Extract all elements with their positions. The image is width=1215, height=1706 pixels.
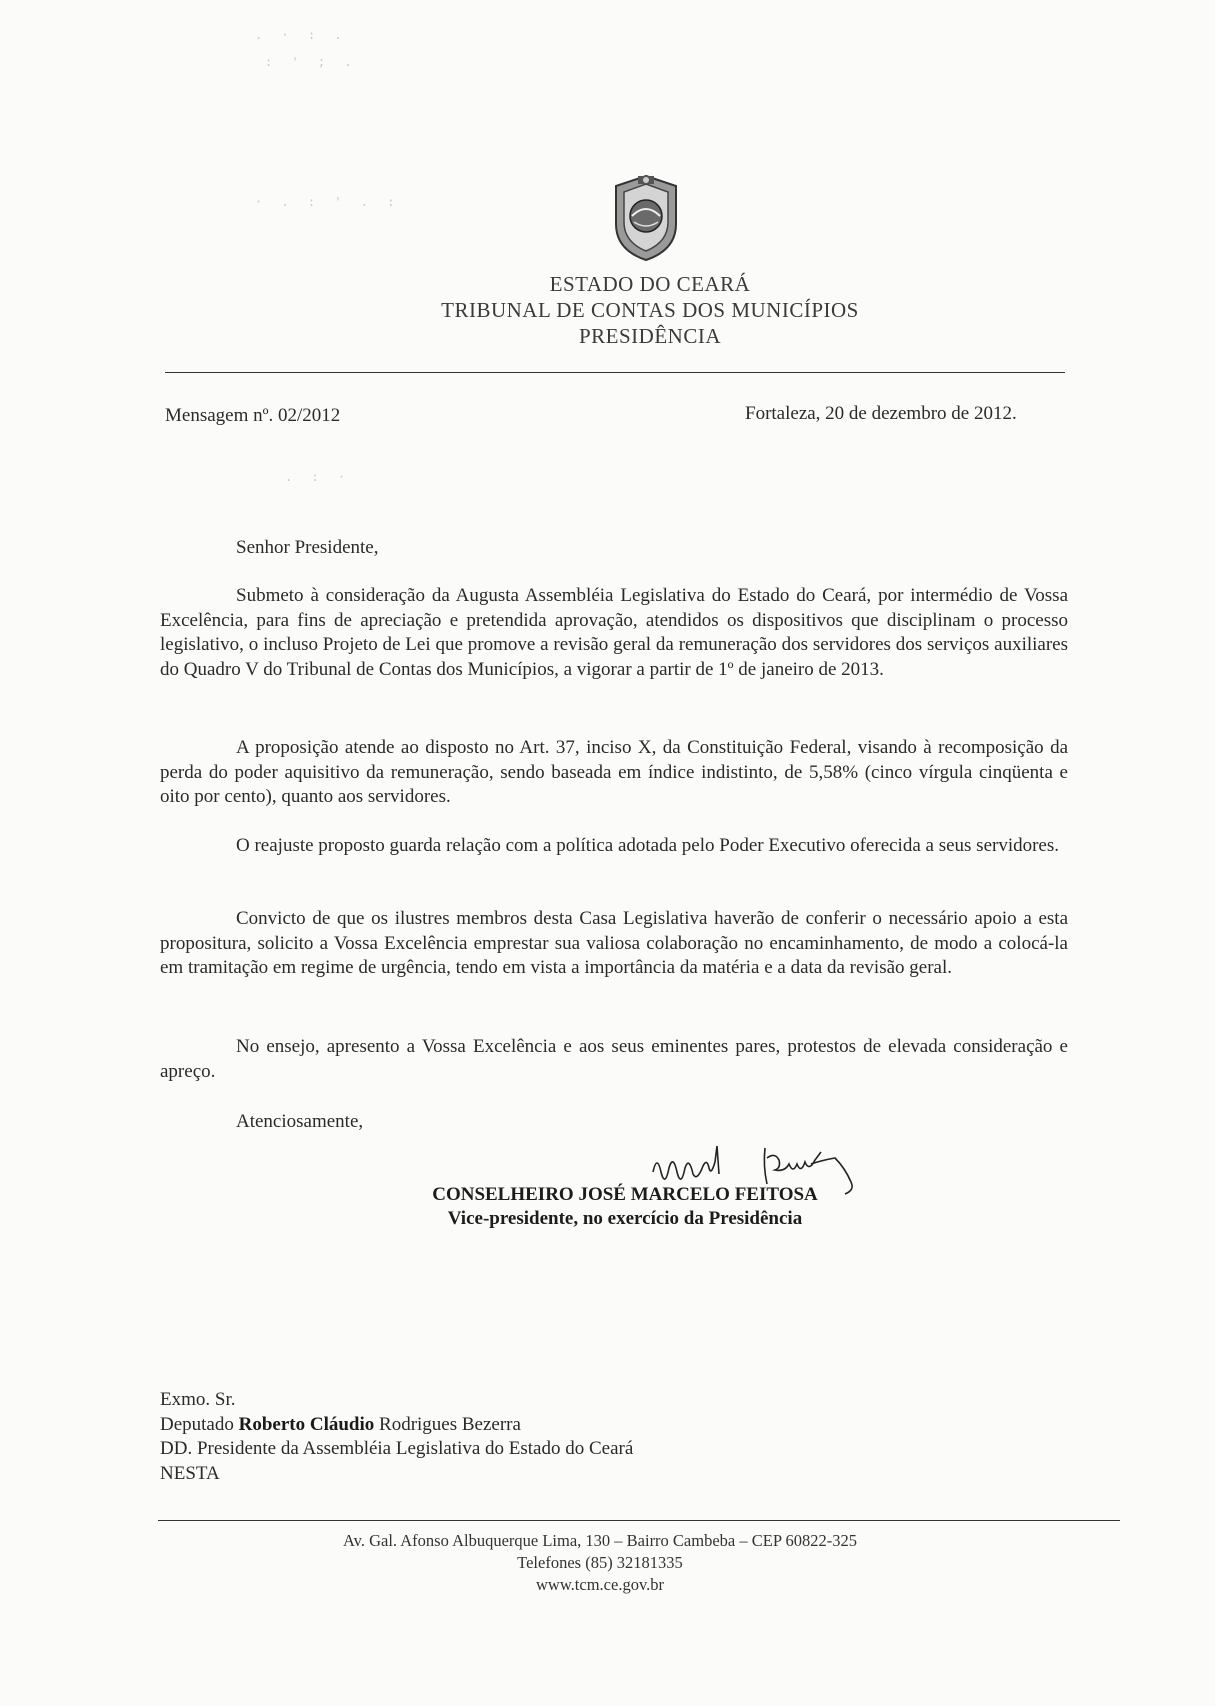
recipient-surname: Rodrigues Bezerra bbox=[374, 1413, 521, 1435]
recipient-salutation: Exmo. Sr. bbox=[160, 1389, 236, 1410]
paragraph: No ensejo, apresento a Vossa Excelência e aos seus eminentes pares, protestos de elevada consideração e apreço. bbox=[160, 1036, 1068, 1082]
salutation: Senhor Presidente, bbox=[236, 537, 379, 558]
footer-phone: Telefones (85) 32181335 bbox=[517, 1553, 683, 1572]
signer-name: CONSELHEIRO JOSÉ MARCELO FEITOSA bbox=[432, 1184, 818, 1205]
header-state: ESTADO DO CEARÁ bbox=[549, 272, 751, 296]
header-presidency: PRESIDÊNCIA bbox=[578, 324, 721, 348]
recipient-location: NESTA bbox=[160, 1462, 220, 1484]
scan-artifact: · . : ' . : bbox=[255, 195, 401, 209]
scan-artifact: . : · bbox=[285, 470, 352, 484]
footer-divider bbox=[158, 1520, 1120, 1521]
recipient-prefix: Deputado bbox=[160, 1413, 239, 1435]
footer-address: Av. Gal. Afonso Albuquerque Lima, 130 – Bairro Cambeba – CEP 60822-325 bbox=[342, 1531, 858, 1550]
recipient-block bbox=[160, 1388, 633, 1486]
scan-artifact: . · : . bbox=[255, 28, 348, 42]
letter-date: Fortaleza, 20 de dezembro de 2012. bbox=[745, 403, 1017, 424]
recipient-title: DD. Presidente da Assembléia Legislativa do Estado do Ceará bbox=[160, 1438, 634, 1459]
scan-artifact: : ' ; . bbox=[265, 55, 358, 69]
recipient-name bbox=[160, 1413, 633, 1438]
paragraph: O reajuste proposto guarda relação com a política adotada pelo Poder Executivo oferecida a seus servidores. bbox=[236, 835, 1060, 856]
paragraph: Convicto de que os ilustres membros desta Casa Legislativa haverão de conferir o necessário apoio a esta propositura, solicito a Vossa Excelência emprestar sua valiosa colaboração no encaminhamento, de modo a colocá-la em tramitação em regime de urgência, tendo em vista a importância da matéria e a data da revisão geral. bbox=[160, 908, 1068, 979]
header-divider bbox=[165, 372, 1065, 373]
signer-title: Vice-presidente, no exercício da Presidência bbox=[447, 1208, 803, 1229]
paragraph: Submeto à consideração da Augusta Assembléia Legislativa do Estado do Ceará, por intermédio de Vossa Excelência, para fins de apreciação e pretendida aprovação, atendidos os dispositivos que disciplinam o processo legislativo, o incluso Projeto de Lei que promove a revisão geral da remuneração dos servidores dos serviços auxiliares do Quadro V do Tribunal de Contas dos Municípios, a vigorar a partir de 1º de janeiro de 2013. bbox=[160, 585, 1068, 680]
footer-website: www.tcm.ce.gov.br bbox=[536, 1575, 664, 1594]
header-tribunal: TRIBUNAL DE CONTAS DOS MUNICÍPIOS bbox=[441, 298, 859, 322]
state-seal-icon bbox=[610, 172, 682, 264]
recipient-name-bold: Roberto Cláudio bbox=[238, 1413, 375, 1435]
closing: Atenciosamente, bbox=[236, 1111, 364, 1132]
footer bbox=[300, 1530, 900, 1596]
paragraph: A proposição atende ao disposto no Art. 37, inciso X, da Constituição Federal, visando à recomposição da perda do poder aquisitivo da remuneração, sendo baseada em índice indistinto, de 5,58% (cinco vírgula cinqüenta e oito por cento), quanto aos servidores. bbox=[160, 737, 1068, 808]
message-number: Mensagem nº. 02/2012 bbox=[165, 405, 341, 426]
